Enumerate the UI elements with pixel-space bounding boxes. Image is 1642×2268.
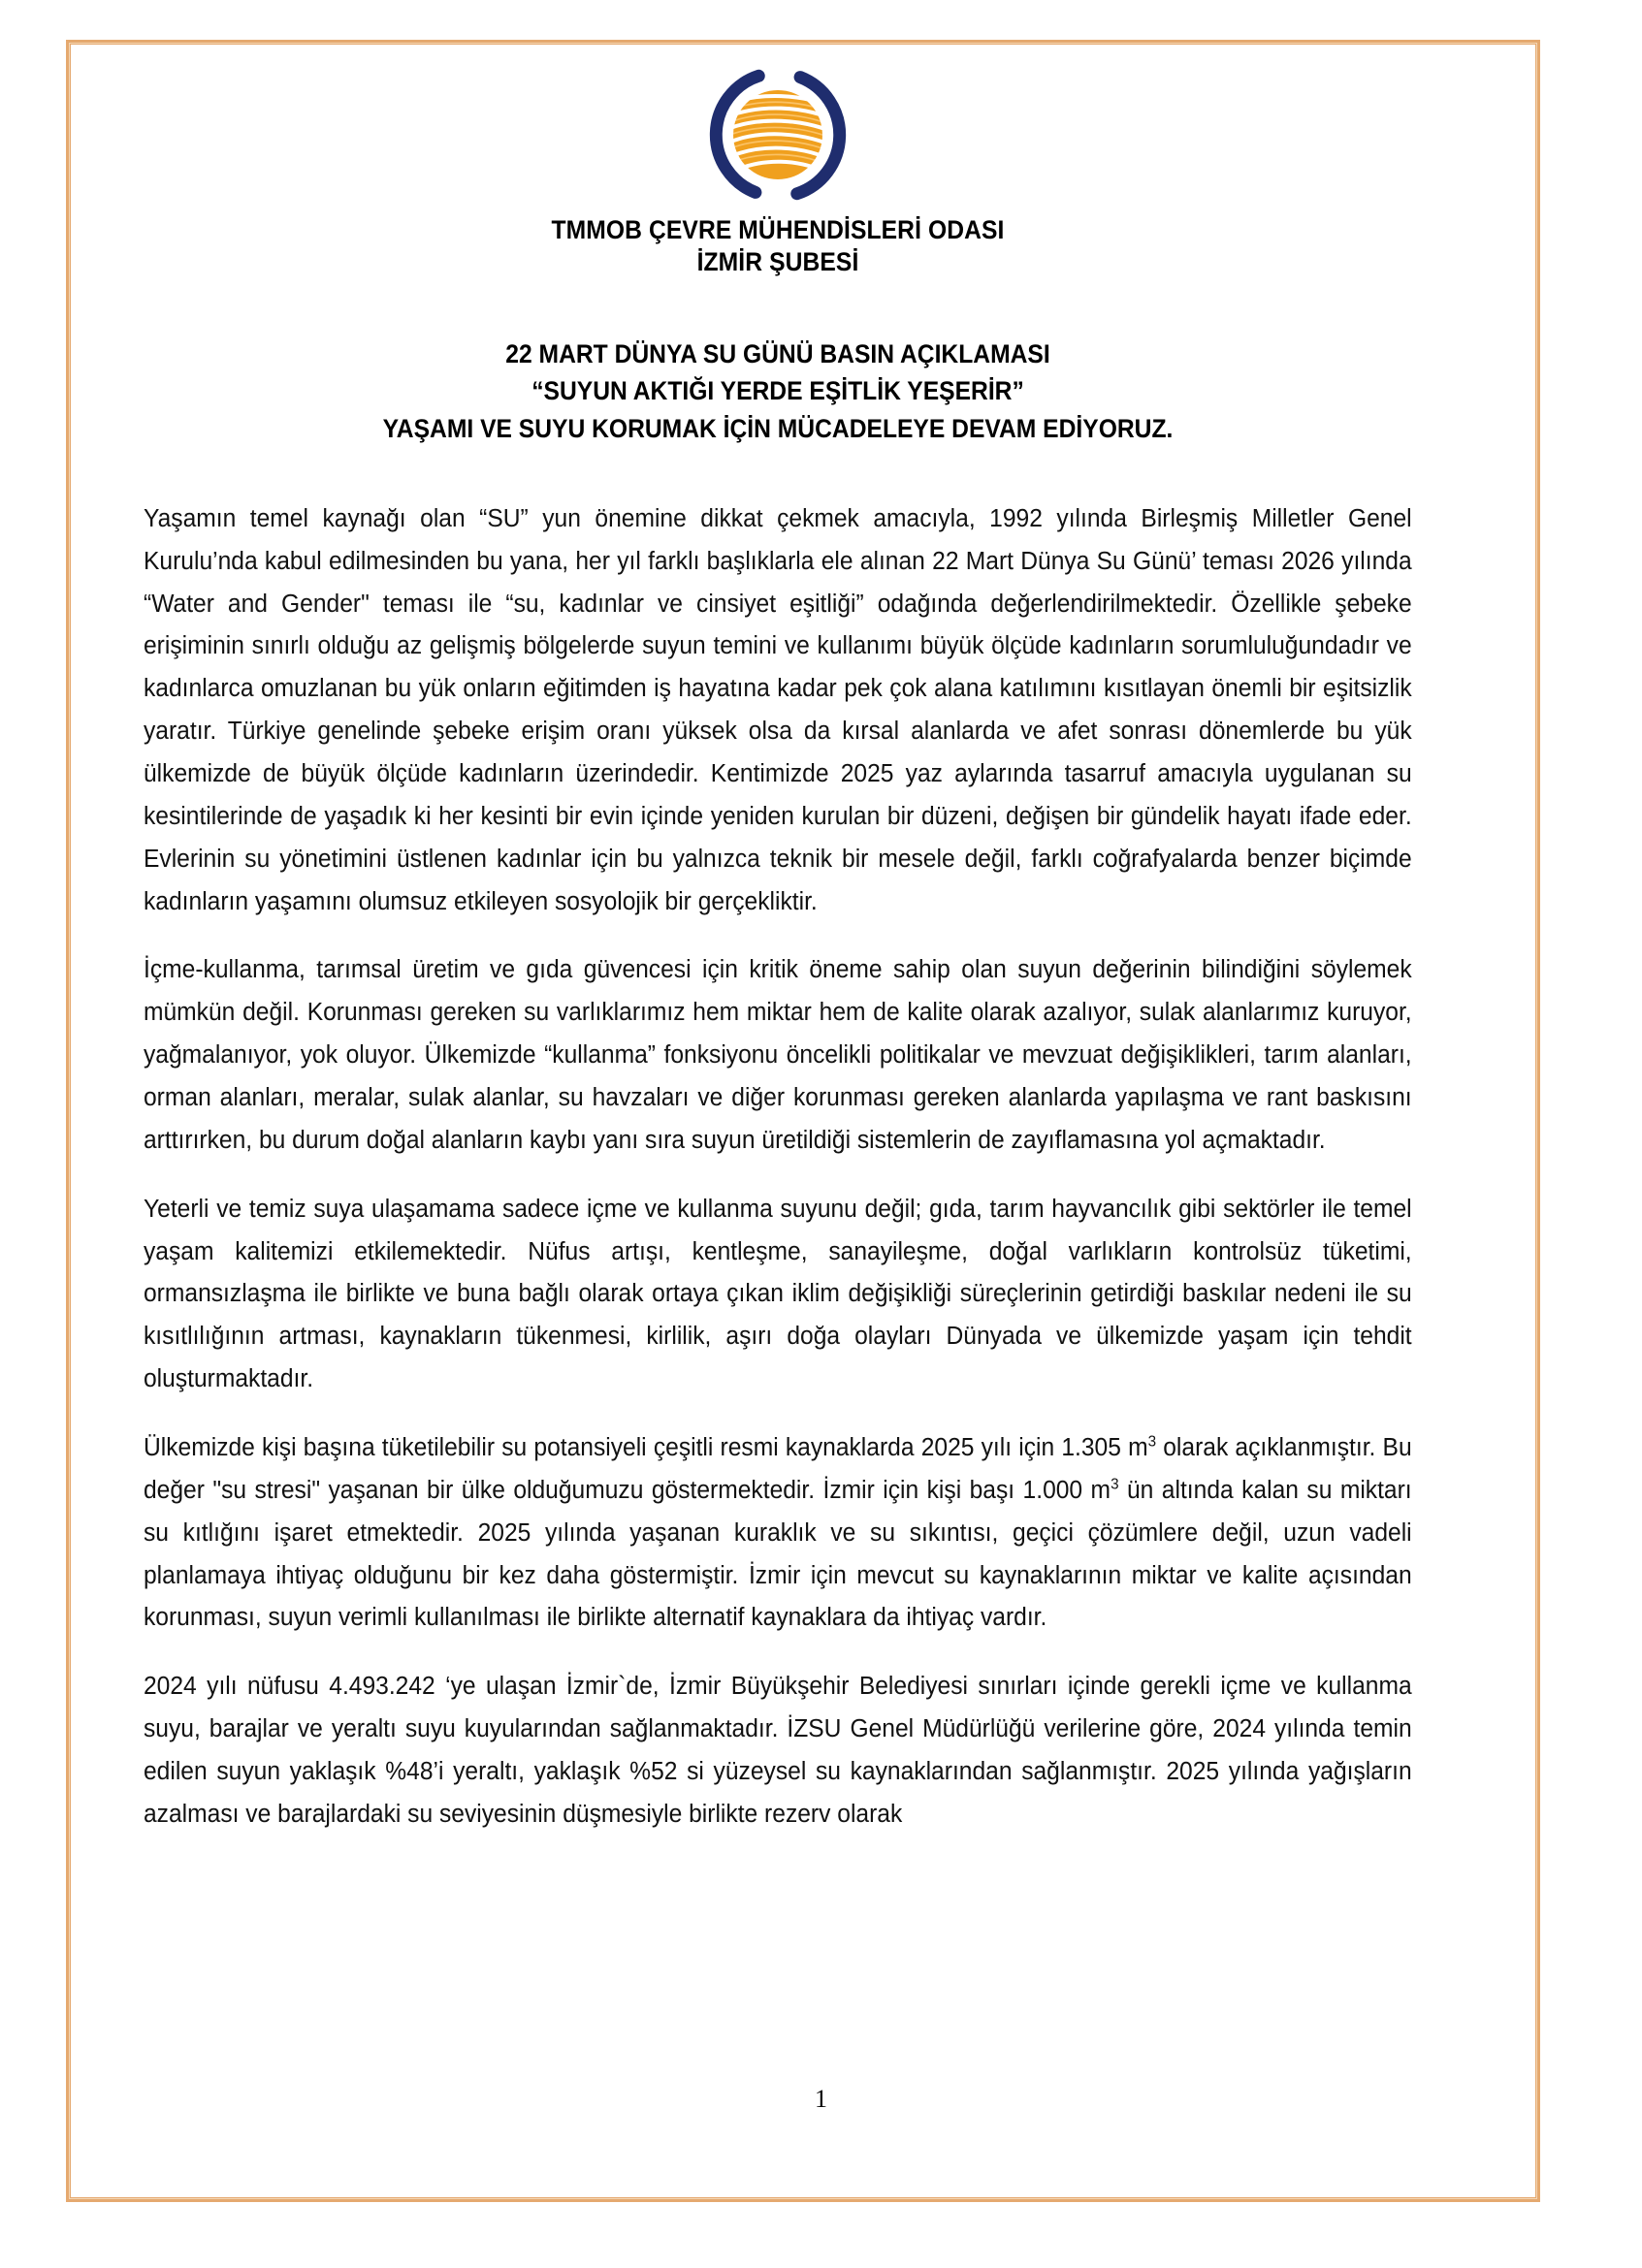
organization-name-line1: TMMOB ÇEVRE MÜHENDİSLERİ ODASI [551,215,1005,244]
press-release-title [144,335,1412,448]
title-line-3: YAŞAMI VE SUYU KORUMAK İÇİN MÜCADELEYE DEVAM EDİYORUZ. [382,414,1174,444]
paragraph-4-segment-c: ün altında kalan su miktarı su kıtlığını işaret etmektedir. 2025 yılında yaşanan kuraklık ve su sıkıntısı, geçici çözümlere değil, uzun vadeli planlamaya ihtiyaç olduğunu bir kez daha göstermiştir. İzmir için mevcut su kaynaklarının miktar ve kalite açısından korunması, suyun verimli kullanılması ile birlikte alternatif kaynaklara da ihtiyaç vardır. [144,1476,1412,1632]
cubic-meter-superscript-2: 3 [1111,1476,1119,1493]
organization-name-line2: İZMİR ŞUBESİ [696,247,859,277]
paragraph-4-segment-b: olarak açıklanmıştır. Bu değer "su stresi" yaşanan bir ülke olduğumuzu göstermektedir. İzmir için kişi başı 1.000 m [144,1434,1412,1504]
organization-heading [144,214,1412,279]
paragraph-3: Yeterli ve temiz suya ulaşamama sadece içme ve kullanma suyunu değil; gıda, tarım hayvancılık gibi sektörler ile temel yaşam kalitemizi etkilemektedir. Nüfus artışı, kentleşme, sanayileşme, doğal varlıkların kontrolsüz tüketimi, ormansızlaşma ile birlikte ve buna bağlı olarak ortaya çıkan iklim değişikliği süreçlerinin getirdiği baskılar nedeni ile su kısıtlılığının artması, kaynakların tükenmesi, kirlilik, aşırı doğa olayları Dünyada ve ülkemizde yaşam için tehdit oluşturmaktadır. [144,1195,1412,1393]
logo-container [144,40,1412,208]
paragraph-1: Yaşamın temel kaynağı olan “SU” yun önemine dikkat çekmek amacıyla, 1992 yılında Birleşmiş Milletler Genel Kurulu’nda kabul edilmesinden bu yana, her yıl farklı başlıklarla ele alınan 22 Mart Dünya Su Günü’ teması 2026 yılında “Water and Gender" teması ile “su, kadınlar ve cinsiyet eşitliği” odağında değerlendirilmektedir. Özellikle şebeke erişiminin sınırlı olduğu az gelişmiş bölgelerde suyun temini ve kullanımı büyük ölçüde kadınların sorumluluğundadır ve kadınlarca omuzlanan bu yük onların eğitimden iş hayatına kadar pek çok alana katılımını kısıtlayan önemli bir eşitsizlik yaratır. Türkiye genelinde şebeke erişim oranı yüksek olsa da kırsal alanlarda ve afet sonrası dönemlerde bu yük ülkemizde de büyük ölçüde kadınların üzerindedir. Kentimizde 2025 yaz aylarında tasarruf amacıyla uygulanan su kesintilerinde de yaşadık ki her kesinti bir evin içinde yeniden kurulan bir düzeni, değişen bir gündelik hayatı ifade eder. Evlerinin su yönetimini üstlenen kadınlar için bu yalnızca teknik bir mesele değil, farklı coğrafyalarda benzer biçimde kadınların yaşamını olumsuz etkileyen sosyolojik bir gerçekliktir. [144,504,1412,915]
paragraph-4 [144,1427,1412,1640]
paragraph-5: 2024 yılı nüfusu 4.493.242 ‘ye ulaşan İzmir`de, İzmir Büyükşehir Belediyesi sınırları içinde gerekli içme ve kullanma suyu, barajlar ve yeraltı suyu kuyularından sağlanmaktadır. İZSU Genel Müdürlüğü verilerine göre, 2024 yılında temin edilen suyun yaklaşık %48’i yeraltı, yaklaşık %52 si yüzeysel su kaynaklarından sağlanmıştır. 2025 yılında yağışların azalması ve barajlardaki su seviyesinin düşmesiyle birlikte rezerv olarak [144,1673,1412,1828]
title-line-2: “SUYUN AKTIĞI YERDE EŞİTLİK YEŞERİR” [531,376,1024,406]
page-number: 1 [815,2085,827,2113]
paragraph-4-segment-a: Ülkemizde kişi başına tüketilebilir su potansiyeli çeşitli resmi kaynaklarda 2025 yılı için 1.305 m [144,1434,1148,1461]
page-content [144,40,1412,1837]
cubic-meter-superscript-1: 3 [1147,1433,1157,1451]
title-line-1: 22 MART DÜNYA SU GÜNÜ BASIN AÇIKLAMASI [505,338,1050,368]
body-text [144,498,1412,1837]
tmmob-cmo-globe-logo-icon [704,61,852,208]
paragraph-2: İçme-kullanma, tarımsal üretim ve gıda güvencesi için kritik öneme sahip olan suyun değerinin bilindiğini söylemek mümkün değil. Korunması gereken su varlıklarımız hem miktar hem de kalite olarak azalıyor, sulak alanlarımız kuruyor, yağmalanıyor, yok oluyor. Ülkemizde “kullanma” fonksiyonu öncelikli politikalar ve mevzuat değişiklikleri, tarım alanları, orman alanları, meralar, sulak alanlar, su havzaları ve diğer korunması gereken alanlarda yapılaşma ve rant baskısını arttırırken, bu durum doğal alanların kaybı yanı sıra suyun üretildiği sistemlerin de zayıflamasına yol açmaktadır. [144,956,1412,1154]
